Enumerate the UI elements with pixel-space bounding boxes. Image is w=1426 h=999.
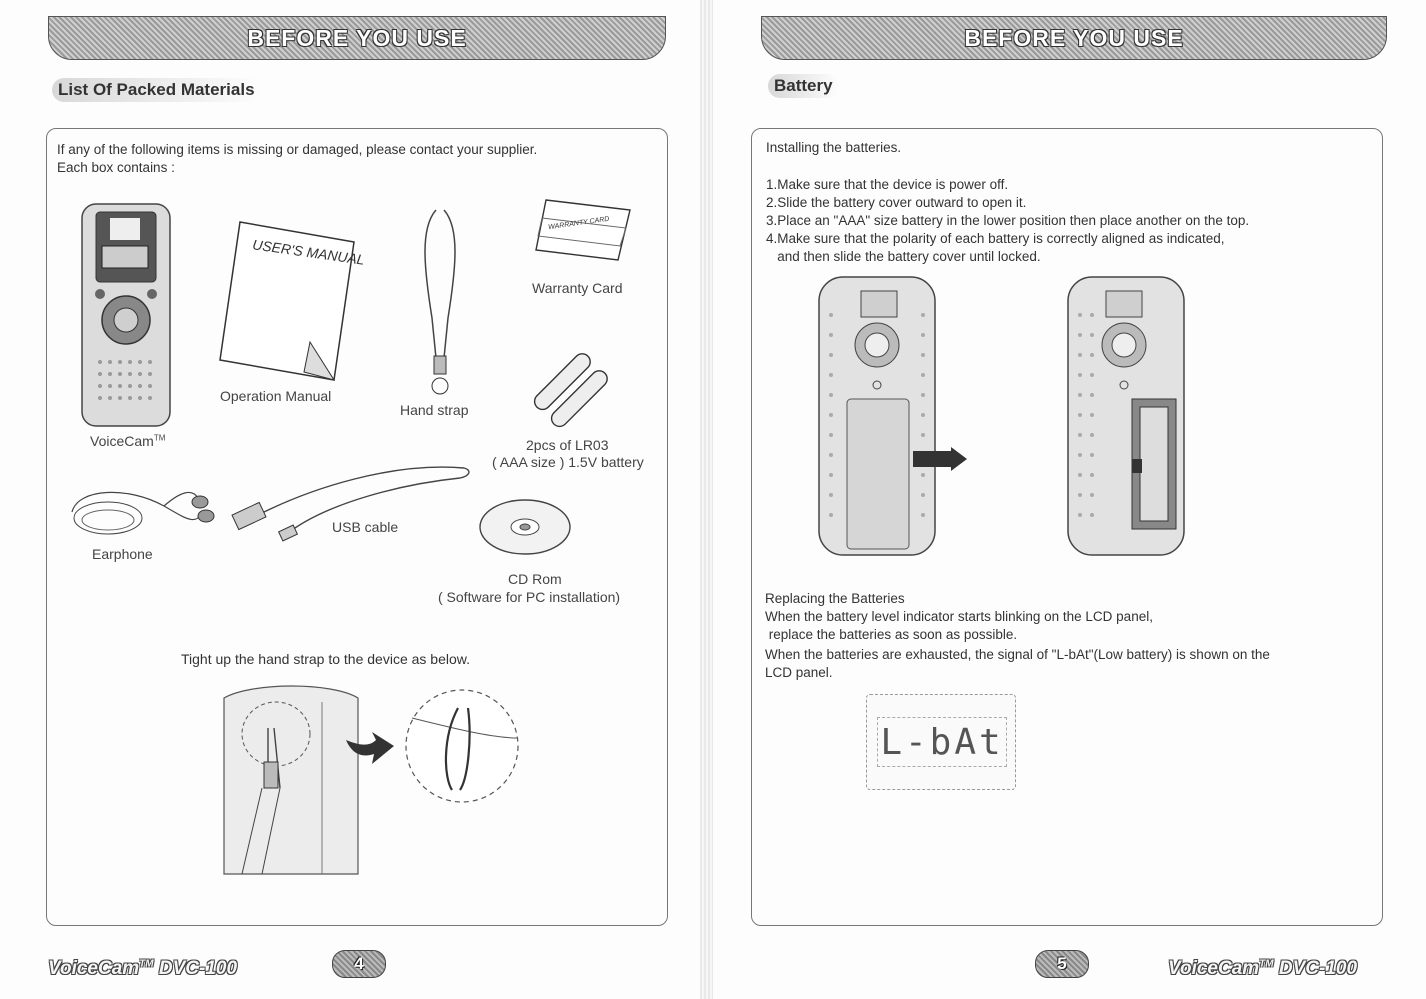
left-footer-tm: TM [139,958,154,970]
batteries-illustration [528,346,618,430]
right-footer-brand-name: VoiceCam [1168,958,1260,979]
left-banner [48,16,666,60]
caption-voicecam-text: VoiceCam [90,433,154,449]
right-banner [761,16,1387,60]
lcd-panel-illustration [866,694,1016,790]
left-footer-brand [48,958,237,980]
right-banner-title: BEFORE YOU USE [964,24,1184,51]
step-4-continued: and then slide the battery cover until locked. [766,249,1041,264]
replacing-line-2: replace the batteries as soon as possible. [765,627,1018,642]
caption-hand-strap: Hand strap [400,402,469,418]
step-2: 2.Slide the battery cover outward to open it. [766,195,1027,210]
caption-operation-manual: Operation Manual [220,388,332,404]
caption-voicecam-tm: TM [153,433,166,443]
right-footer-model: DVC-100 [1273,958,1358,979]
caption-cd-rom-line-1: CD Rom [508,571,562,587]
earphone-illustration [68,482,214,542]
device-back-closed-illustration [817,275,969,557]
warranty-cover-text: WARRANTY CARD [547,215,610,232]
left-footer-model: DVC-100 [153,958,238,979]
step-1: 1.Make sure that the device is power off. [766,177,1009,192]
caption-usb-cable: USB cable [332,519,399,535]
caption-warranty-card: Warranty Card [532,280,623,296]
hand-strap-illustration [418,208,462,398]
device-back-open-illustration [1066,275,1188,557]
caption-earphone: Earphone [92,546,153,562]
caption-cd-rom-line-2: ( Software for PC installation) [438,589,621,605]
left-page-number: 4 [332,950,386,978]
replacing-line-4: LCD panel. [765,665,833,680]
right-footer-brand [1168,958,1357,980]
strap-instruction: Tight up the hand strap to the device as below. [181,651,471,667]
step-3: 3.Place an "AAA" size battery in the lower position then place another on the top. [766,213,1250,228]
right-page-number: 5 [1035,950,1089,978]
section-title-battery: Battery [768,74,839,98]
replacing-line-1: When the battery level indicator starts blinking on the LCD panel, [765,609,1153,624]
replacing-line-3: When the batteries are exhausted, the signal of "L-bAt"(Low battery) is shown on the [765,647,1270,662]
manual-cover-text: USER'S MANUAL [251,236,366,268]
step-4: 4.Make sure that the polarity of each battery is correctly aligned as indicated, [766,231,1225,246]
lcd-low-battery-readout: L-bAt [877,717,1007,767]
cd-rom-illustration [478,498,572,556]
section-title-packed-materials: List Of Packed Materials [52,78,261,102]
installing-title: Installing the batteries. [766,140,902,155]
replacing-title: Replacing the Batteries [765,591,905,606]
warranty-card-illustration [534,198,632,266]
intro-line-1: If any of the following items is missing or damaged, please contact your supplier. [57,142,538,157]
caption-battery-line-1: 2pcs of LR03 [526,437,609,453]
left-footer-brand-name: VoiceCam [48,958,140,979]
intro-line-2: Each box contains : [57,160,175,175]
caption-voicecam [90,433,165,449]
right-footer-tm: TM [1259,958,1274,970]
voicecam-device-illustration [80,202,172,428]
caption-battery-line-2: ( AAA size ) 1.5V battery [492,454,644,470]
strap-attach-illustration [222,678,528,874]
left-banner-title: BEFORE YOU USE [247,24,467,51]
right-page [713,0,1426,999]
